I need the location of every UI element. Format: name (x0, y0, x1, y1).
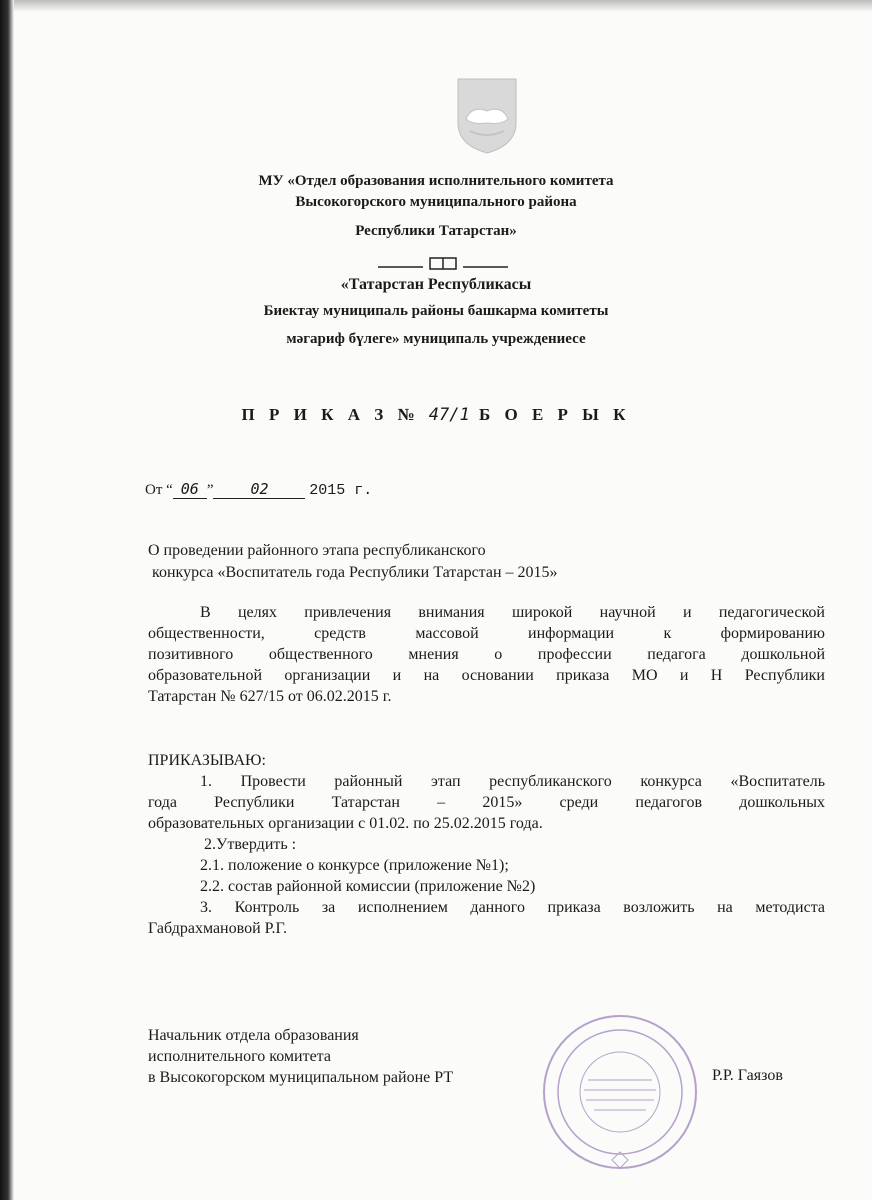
date-open-quote: “ (166, 482, 173, 498)
item-1-line-3: образовательных организации с 01.02. по 25.02.2015 года. (148, 815, 543, 832)
order-subject (148, 540, 558, 584)
subject-line-1: О проведении районного этапа республиканского (148, 542, 486, 559)
date-month: 02 (213, 480, 305, 499)
item-3-line-2: Габдрахмановой Р.Г. (148, 920, 287, 937)
subject-line-2: конкурса «Воспитатель года Республики Татарстан – 2015» (152, 564, 558, 581)
header-divider-book-icon (378, 257, 508, 271)
signature-block (148, 1025, 453, 1088)
preamble-line-5: Татарстан № 627/15 от 06.02.2015 г. (148, 688, 392, 705)
item-2-1: 2.1. положение о конкурсе (приложение №1); (200, 857, 509, 874)
order-title-suffix: Б О Е Р Ы К (478, 405, 631, 424)
item-3-line-1: 3. Контроль за исполнением данного приказа возложить на методиста (200, 899, 825, 916)
date-year: 2015 г. (309, 482, 373, 499)
item-2-2: 2.2. состав районной комиссии (приложение №2) (200, 878, 536, 895)
org-name-ru-line1: МУ «Отдел образования исполнительного комитета (258, 173, 614, 189)
org-name-tt-line2: Биектау муниципаль районы башкарма комитеты (263, 303, 609, 319)
order-number: 47/1 (428, 405, 470, 425)
item-2: 2.Утвердить : (204, 836, 297, 853)
preamble-line-2: общественности, средств массовой информации к формированию (148, 625, 825, 642)
date-close-quote: ” (206, 482, 214, 498)
signatory-name: Р.Р. Гаязов (712, 1067, 783, 1084)
order-title (0, 405, 872, 425)
signature-title-line-1: Начальник отдела образования (148, 1027, 359, 1044)
order-heading: ПРИКАЗЫВАЮ: (148, 752, 266, 769)
coat-of-arms-emblem (452, 75, 522, 155)
org-name-tt-line3: мәгариф бүлеге» муниципаль учреждениесе (286, 331, 586, 347)
preamble-line-3: позитивного общественного мнения о профессии педагога дошкольной (148, 646, 825, 663)
date-label: От (145, 482, 163, 498)
official-round-stamp (540, 1010, 700, 1175)
preamble-line-1: В целях привлечения внимания широкой научной и педагогической (200, 604, 825, 621)
preamble-line-4: образовательной организации и на основании приказа МО и Н Республики (148, 667, 825, 684)
date-day: 06 (173, 480, 207, 499)
order-items (148, 750, 825, 939)
item-1-line-2: года Республики Татарстан – 2015» среди педагогов дошкольных (148, 794, 825, 811)
org-name-ru-line3: Республики Татарстан» (355, 223, 517, 239)
signature-title-line-2: исполнительного комитета (148, 1048, 331, 1065)
order-date (145, 480, 372, 499)
org-name-tt-line1: «Татарстан Республикасы (340, 276, 532, 293)
order-title-prefix: П Р И К А З № (241, 405, 420, 424)
preamble-paragraph (148, 602, 825, 707)
scan-top-shadow (14, 0, 872, 12)
org-name-ru-line2: Высокогорского муниципального района (295, 194, 577, 210)
signature-title-line-3: в Высокогорском муниципальном районе РТ (148, 1069, 454, 1086)
item-1-line-1: 1. Провести районный этап республиканского конкурса «Воспитатель (200, 773, 825, 790)
